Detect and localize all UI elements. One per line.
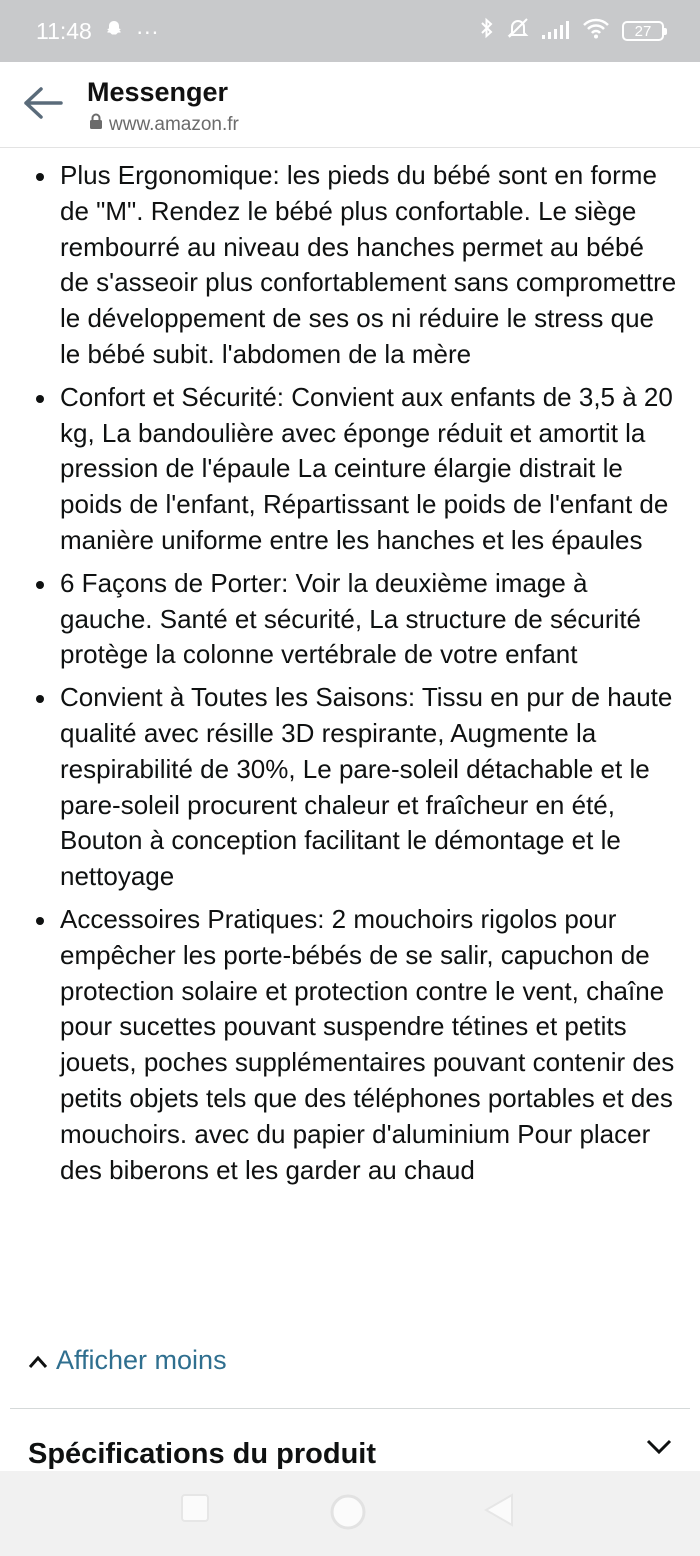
battery-icon <box>622 21 664 41</box>
feature-bullet: Convient à Toutes les Saisons: Tissu en pur de haute qualité avec résille 3D respirante, Augmente la respirabilité de 30%, Le pare-soleil détachable et le pare-soleil procurent chaleur et fraîcheur en été, Bouton à conception facilitant le démontage et le nettoyage <box>0 680 700 895</box>
wifi-icon <box>582 17 610 45</box>
section-divider <box>10 1408 690 1409</box>
chevron-down-icon[interactable] <box>646 1438 672 1461</box>
back-arrow-icon <box>23 86 63 125</box>
feature-bullet: Confort et Sécurité: Convient aux enfants de 3,5 à 20 kg, La bandoulière avec éponge réduit et amortit la pression de l'épaule La ceinture élargie distrait le poids de l'enfant, Répartissant le poids de l'enfant de manière uniforme entre les hanches et les épaules <box>0 380 700 559</box>
status-time: 11:48 <box>36 17 92 44</box>
battery-level: 27 <box>634 22 652 40</box>
chevron-up-icon <box>28 1345 48 1376</box>
system-nav-bar <box>0 1471 700 1556</box>
page-url[interactable] <box>89 113 239 136</box>
bluetooth-icon <box>480 17 494 45</box>
url-text: www.amazon.fr <box>109 113 239 135</box>
recents-button[interactable] <box>180 1493 210 1528</box>
feature-bullet: 6 Façons de Porter: Voir la deuxième image à gauche. Santé et sécurité, La structure de sécurité protège la colonne vertébrale de votre enfant <box>0 566 700 673</box>
status-right <box>480 16 664 46</box>
lock-icon <box>89 113 103 136</box>
product-specs-header[interactable]: Spécifications du produit <box>28 1438 377 1470</box>
snapchat-ghost-icon <box>104 18 124 45</box>
app-title: Messenger <box>87 77 229 107</box>
status-bar <box>0 0 700 62</box>
back-button[interactable] <box>20 84 66 126</box>
bell-muted-icon <box>506 16 530 46</box>
show-less-link[interactable] <box>28 1345 227 1376</box>
signal-icon <box>542 18 570 45</box>
home-circle-icon <box>329 1518 367 1535</box>
home-button[interactable] <box>329 1493 367 1536</box>
feature-bullet-list <box>0 158 700 1195</box>
status-more: ··· <box>135 17 159 44</box>
product-description <box>0 148 700 1471</box>
status-left <box>36 18 159 45</box>
show-less-label: Afficher moins <box>56 1345 227 1375</box>
back-triangle-icon <box>484 1514 514 1531</box>
recents-square-icon <box>180 1510 210 1527</box>
feature-bullet: Plus Ergonomique: les pieds du bébé sont en forme de "M". Rendez le bébé plus confortable. Le siège rembourré au niveau des hanches permet au bébé de s'asseoir plus confortablement sans compromettre le développement de ses os ni réduire le stress que le bébé subit. l'abdomen de la mère <box>0 158 700 373</box>
nav-back-button[interactable] <box>484 1493 514 1532</box>
browser-app-bar <box>0 62 700 148</box>
feature-bullet: Accessoires Pratiques: 2 mouchoirs rigolos pour empêcher les porte-bébés de se salir, capuchon de protection solaire et protection contre le vent, chaîne pour sucettes pouvant suspendre tétines et petits jouets, poches supplémentaires pouvant contenir des petits objets tels que des téléphones portables et des mouchoirs. avec du papier d'aluminium Pour placer des biberons et les garder au chaud <box>0 902 700 1188</box>
